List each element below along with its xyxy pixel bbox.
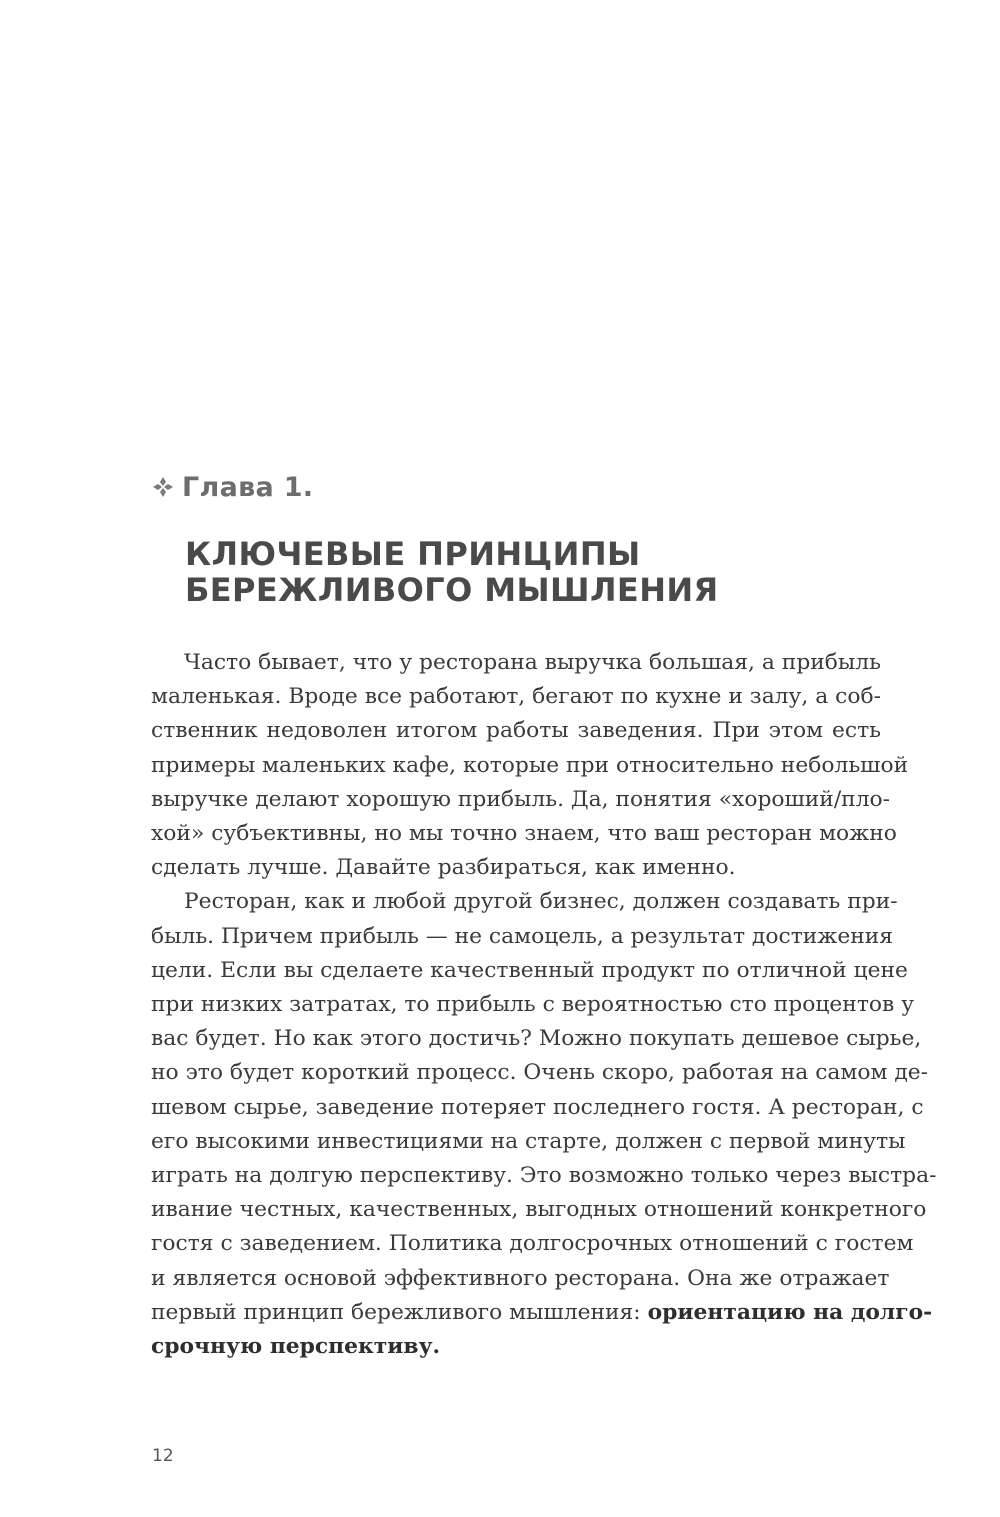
text-line: сделать лучше. Давайте разбираться, как именно.	[151, 855, 736, 881]
chapter-label	[152, 470, 313, 506]
text-line: шевом сырье, заведение потеряет последнего гостя. А ресторан, с	[151, 1094, 924, 1120]
ornament-diamond-icon	[152, 476, 174, 498]
text-line: но это будет короткий процесс. Очень скоро, работая на самом де-	[151, 1060, 929, 1086]
text-line: играть на долгую перспективу. Это возможно только через выстра-	[151, 1163, 937, 1189]
text-line	[151, 1296, 933, 1330]
text-line: быль. Причем прибыль — не самоцель, а результат достижения	[151, 923, 894, 949]
text-line: маленькая. Вроде все работают, бегают по кухне и залу, а соб-	[151, 684, 881, 710]
chapter-title	[185, 536, 905, 608]
text-line: выручке делают хорошую прибыль. Да, понятия «хороший/пло-	[151, 786, 891, 812]
text-line-prefix: первый принцип бережливого мышления:	[151, 1299, 648, 1325]
chapter-title-line: КЛЮЧЕВЫЕ ПРИНЦИПЫ	[185, 535, 641, 573]
paragraph	[151, 646, 909, 885]
text-line: его высокими инвестициями на старте, должен с первой минуты	[151, 1128, 906, 1154]
text-line: гостя с заведением. Политика долгосрочных отношений с гостем	[151, 1231, 914, 1257]
text-line: ивание честных, качественных, выгодных отношений конкретного	[151, 1197, 927, 1223]
text-line: ственник недоволен итогом работы заведения. При этом есть	[151, 718, 881, 744]
text-line: примеры маленьких кафе, которые при относительно небольшой	[151, 752, 909, 778]
emphasis-text: срочную перспективу.	[151, 1334, 441, 1360]
text-line: и является основой эффективного ресторана. Она же отражает	[151, 1265, 890, 1291]
text-line: Часто бывает, что у ресторана выручка большая, а прибыль	[184, 650, 881, 675]
body-text	[151, 646, 937, 1364]
emphasis-text: ориентацию на долго-	[647, 1299, 933, 1325]
text-line: цели. Если вы сделаете качественный продукт по отличной цене	[151, 957, 908, 983]
text-line: вас будет. Но как этого достичь? Можно покупать дешевое сырье,	[151, 1026, 922, 1052]
text-line: при низких затратах, то прибыль с вероятностью сто процентов у	[151, 992, 915, 1018]
chapter-title-line: БЕРЕЖЛИВОГО МЫШЛЕНИЯ	[185, 571, 719, 609]
text-line	[151, 1330, 881, 1364]
text-line: Ресторан, как и любой другой бизнес, должен создавать при-	[184, 889, 898, 915]
page-number: 12	[152, 1446, 174, 1466]
text-line: хой» субъективны, но мы точно знаем, что ваш ресторан можно	[151, 821, 897, 847]
chapter-label-text: Глава 1.	[182, 472, 314, 503]
paragraph	[151, 885, 937, 1364]
